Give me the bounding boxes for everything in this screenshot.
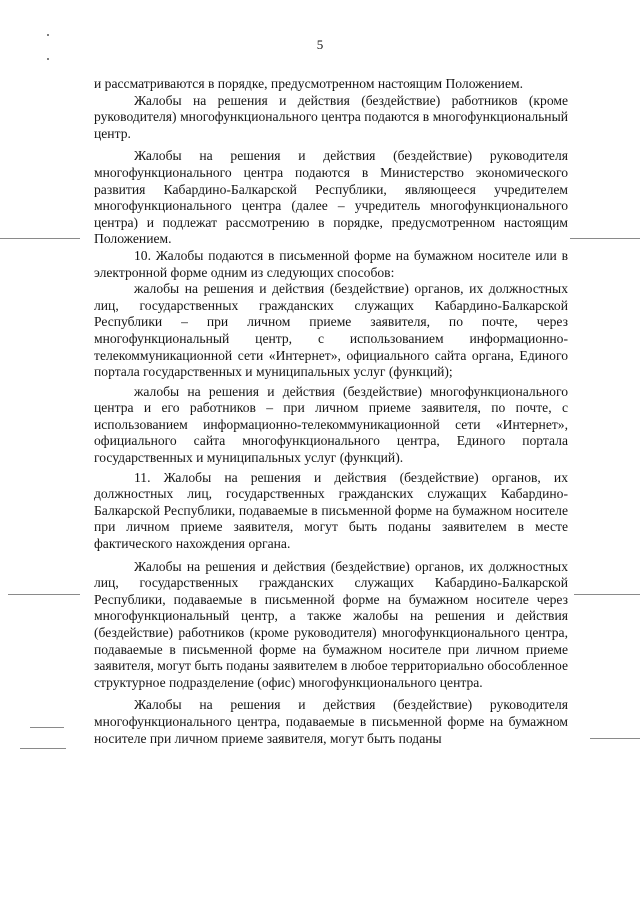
scan-mark [30, 727, 64, 728]
scan-mark [8, 594, 80, 595]
paragraph: 10. Жалобы подаются в письменной форме на бумажном носителе или в электронной форме одним из следующих способов: [94, 247, 568, 280]
scan-mark [570, 238, 640, 239]
paragraph: жалобы на решения и действия (бездействие) органов, их должностных лиц, государственных гражданских служащих Кабардино-Балкарской Республики – при личном приеме заявителя, по почте, через многофункциональный центр, с использованием информационно-телекоммуникационной сети «Интернет», официального сайта органа, Единого портала государственных и муниципальных услуг (функций); [94, 281, 568, 380]
scan-mark [574, 594, 640, 595]
paragraph: 11. Жалобы на решения и действия (бездействие) органов, их должностных лиц, государственных гражданских служащих Кабардино-Балкарской Республики, подаваемые в письменной форме на бумажном носителе при личном приеме заявителя, могут быть поданы заявителем в месте фактического нахождения органа. [94, 469, 568, 552]
scan-mark [590, 738, 640, 739]
page-number: 5 [316, 37, 324, 52]
paragraph: Жалобы на решения и действия (бездействие) работников (кроме руководителя) многофункционального центра подаются в многофункциональный центр. [94, 92, 568, 141]
paragraph: Жалобы на решения и действия (бездействие) органов, их должностных лиц, государственных гражданских служащих Кабардино-Балкарской Республики, подаваемые в письменной форме на бумажном носителе через многофункциональный центр, а также жалобы на решения и действия (бездействие) работников (кроме руководителя) многофункционального центра, подаваемые в письменной форме на бумажном носителе при личном приеме заявителя, могут быть поданы заявителем в любое территориально обособленное структурное подразделение (офис) многофункционального центра. [94, 558, 568, 690]
scan-mark [0, 238, 80, 239]
paragraph: жалобы на решения и действия (бездействие) многофункционального центра и его работников – при личном приеме заявителя, по почте, с использованием информационно-телекоммуникационной сети «Интернет», официального сайта многофункционального центра, Единого портала государственных и муниципальных услуг (функций). [94, 383, 568, 466]
paragraph: и рассматриваются в порядке, предусмотренном настоящим Положением. [94, 76, 523, 91]
scan-speck [47, 58, 49, 60]
paragraph: Жалобы на решения и действия (бездействие) руководителя многофункционального центра подаются в Министерство экономического развития Кабардино-Балкарской Республики, являющееся учредителем многофункционального центра (далее – учредитель многофункционального центра) и подлежат рассмотрению в порядке, предусмотренном настоящим Положением. [94, 148, 568, 247]
paragraph: Жалобы на решения и действия (бездействие) руководителя многофункционального центра, подаваемые в письменной форме на бумажном носителе при личном приеме заявителя, могут быть поданы [94, 697, 568, 746]
scan-speck [47, 34, 49, 36]
scan-mark [20, 748, 66, 749]
document-body [94, 76, 568, 747]
